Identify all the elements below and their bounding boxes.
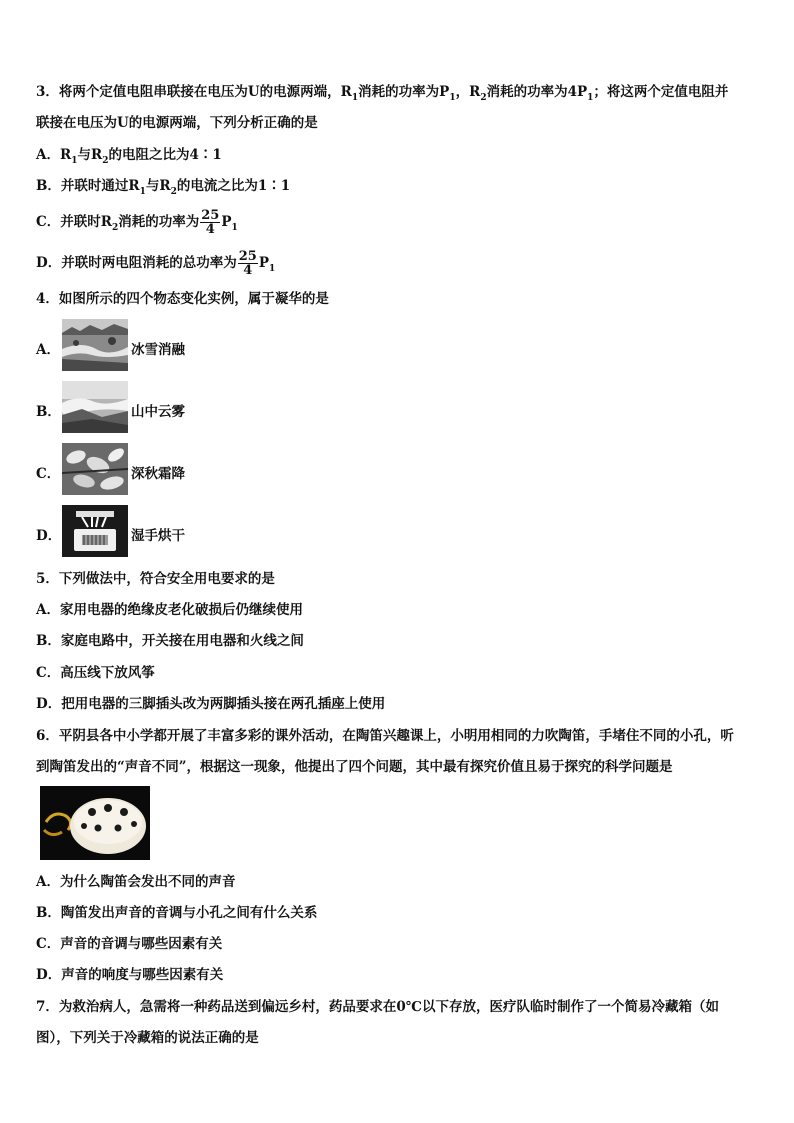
subscript: 1 [71,156,78,166]
q3-opt-text: 消耗的功率为 [118,214,200,230]
subscript: 2 [102,156,109,166]
q6-option-b: B．陶笛发出声音的音调与小孔之间有什么关系 [36,905,318,921]
subscript: 1 [268,264,276,274]
subscript: 1 [587,93,594,103]
q3-stem-line1 [36,83,728,103]
q3-option-d [36,245,275,283]
fraction-numerator: 25 [201,208,220,223]
q4-option-d-letter: D． [36,528,62,544]
q6-stem-line1: 6．平阴县各中小学都开展了丰富多彩的课外活动，在陶笛兴趣课上，小明用相同的力吹陶笛，手堵住不同的小孔，听 [36,728,734,744]
ocarina-image [40,786,150,860]
q3-opt-text: 与R [77,147,103,163]
fraction-denominator: 4 [243,263,253,278]
subscript: 1 [139,187,146,197]
q3-opt-text: 与R [145,178,171,194]
q3-opt-text: A．R [36,147,72,163]
q4-option-c-letter: C． [36,466,61,482]
melting-snow-image [62,319,128,371]
q4-option-c-label: 深秋霜降 [131,466,185,482]
q3-opt-text: C．并联时R [36,214,112,230]
q4-stem: 4．如图所示的四个物态变化实例，属于凝华的是 [36,291,329,307]
q6-option-c: C．声音的音调与哪些因素有关 [36,936,223,952]
q5-option-b: B．家庭电路中，开关接在用电器和火线之间 [36,633,304,649]
subscript: 2 [170,187,177,197]
q3-option-b [36,177,290,197]
q3-text: 消耗的功率为4P [486,84,588,100]
q5-option-a: A．家用电器的绝缘皮老化破损后仍继续使用 [36,602,303,618]
fraction-numerator: 25 [238,249,257,264]
q3-option-c [36,204,238,242]
q3-option-a [36,146,222,166]
q3-text: 3．将两个定值电阻串联接在电压为U的电源两端，R [36,84,352,100]
subscript: 1 [449,93,456,103]
q3-opt-text: P [258,255,269,271]
q6-option-a: A．为什么陶笛会发出不同的声音 [36,874,236,890]
q3-opt-text: P [221,214,232,230]
q4-option-d-label: 湿手烘干 [131,528,185,544]
q6-stem-line2: 到陶笛发出的“声音不同”，根据这一现象，他提出了四个问题，其中最有探究价值且易于探究的科学问题是 [36,759,673,775]
subscript: 1 [351,93,359,103]
q3-text: 消耗的功率为P [358,84,450,100]
q5-option-d: D．把用电器的三脚插头改为两脚插头接在两孔插座上使用 [36,696,386,712]
q5-option-c: C．高压线下放风筝 [36,665,155,681]
q3-text: ；将这两个定值电阻并 [593,84,729,100]
q3-opt-text: 的电阻之比为4∶1 [108,147,222,163]
q4-option-b-label: 山中云雾 [131,404,185,420]
fraction [200,209,220,236]
q7-stem-line2: 图），下列关于冷藏箱的说法正确的是 [36,1030,259,1046]
frost-image [62,443,128,495]
mountain-fog-image [62,381,128,433]
q5-stem: 5．下列做法中，符合安全用电要求的是 [36,571,275,587]
q3-opt-text: D．并联时两电阻消耗的总功率为 [36,255,237,271]
fraction-denominator: 4 [205,222,215,237]
hand-dryer-image [62,505,128,557]
q7-stem-line1: 7．为救治病人，急需将一种药品送到偏远乡村，药品要求在0℃以下存放，医疗队临时制作了一个简易冷藏箱（如 [36,999,719,1015]
q3-stem-line2: 联接在电压为U的电源两端，下列分析正确的是 [36,115,318,131]
q6-option-d: D．声音的响度与哪些因素有关 [36,967,224,983]
q4-option-b-letter: B． [36,404,61,420]
q3-opt-text: B．并联时通过R [36,178,140,194]
subscript: 2 [480,93,487,103]
fraction [238,250,258,277]
q4-option-a-label: 冰雪消融 [131,342,185,358]
q4-option-a-letter: A． [36,342,60,358]
q3-opt-text: 的电流之比为1∶1 [176,178,291,194]
q3-text: ，R [455,84,481,100]
subscript: 1 [231,223,238,233]
subscript: 2 [111,223,119,233]
